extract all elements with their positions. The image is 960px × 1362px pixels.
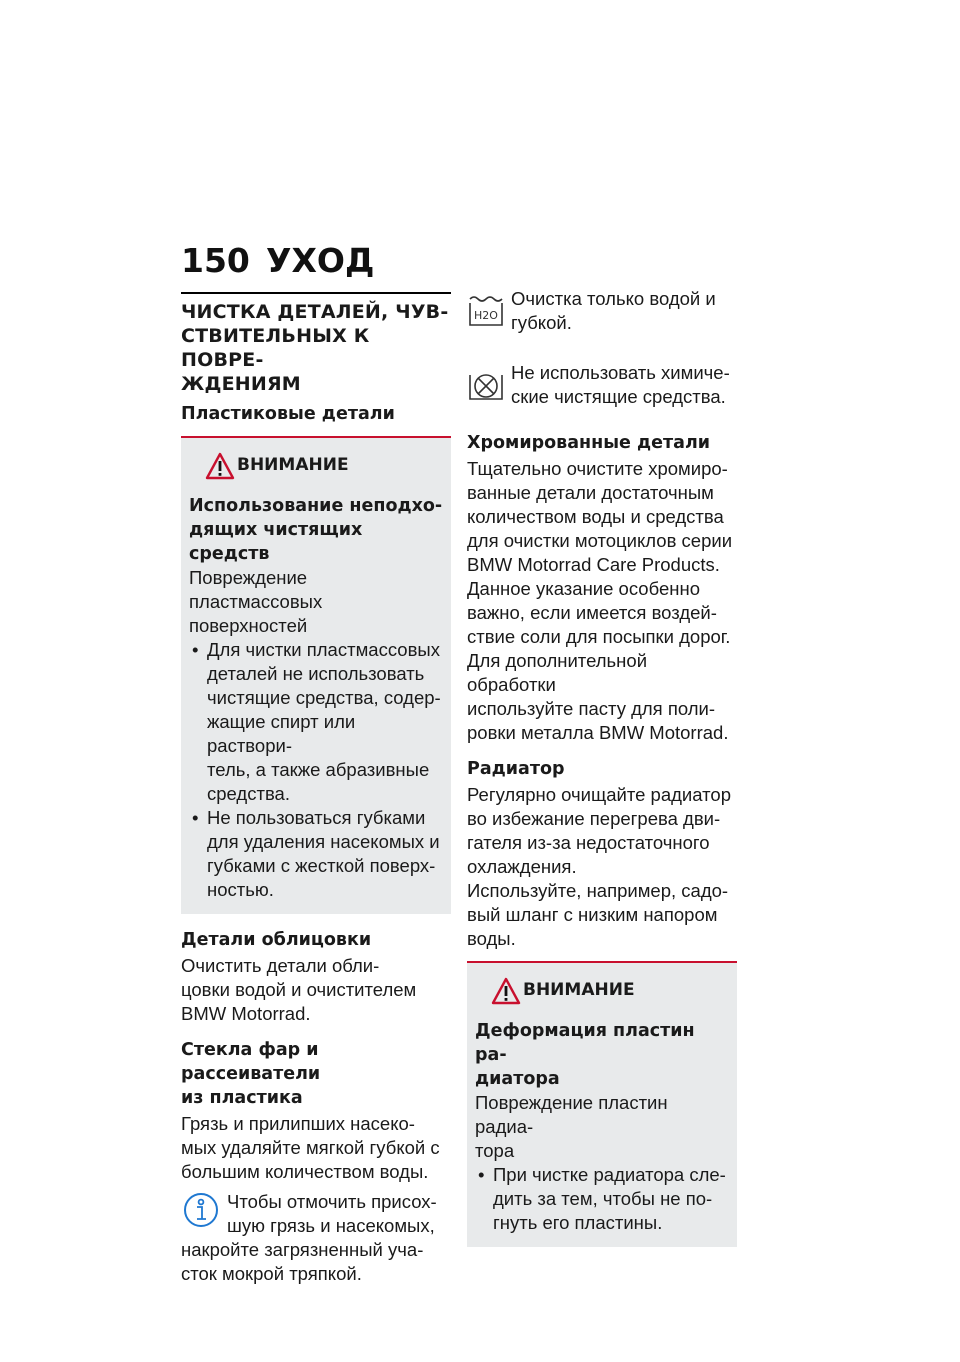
warning-bullet xyxy=(189,806,443,902)
warning-description xyxy=(475,1091,729,1163)
warning-heading xyxy=(189,494,443,566)
warning-desc-line: поверхностей xyxy=(189,615,308,636)
text-line: накройте загрязненный уча- xyxy=(181,1239,424,1260)
no-chemicals-icon xyxy=(467,365,505,403)
section-title-line: ЧИСТКА ДЕТАЛЕЙ, ЧУВ- xyxy=(181,301,449,323)
warning-triangle-icon xyxy=(491,977,521,1005)
text-line: ванные детали достаточным xyxy=(467,482,714,503)
text-line: мых удаляйте мягкой губкой с xyxy=(181,1137,440,1158)
radiator-title: Радиатор xyxy=(467,759,565,779)
warning-desc-line: тора xyxy=(475,1140,515,1161)
warning-heading-line: диатора xyxy=(475,1069,560,1089)
page-header xyxy=(181,240,451,282)
warning-heading xyxy=(475,1019,729,1091)
warning-heading-line: дящих чистящих средств xyxy=(189,520,363,564)
text-line: Не использовать химиче- xyxy=(511,362,730,383)
text-line: сток мокрой тряпкой. xyxy=(181,1263,362,1284)
bullet-line: чистящие средства, содер- xyxy=(207,687,441,708)
water-sponge-icon xyxy=(467,291,505,329)
warning-box-plastic xyxy=(181,436,451,914)
chrome-title: Хромированные детали xyxy=(467,433,711,453)
text-line: Грязь и прилипших насеко- xyxy=(181,1113,415,1134)
text-line: цовки водой и очистителем xyxy=(181,979,417,1000)
fairing-title: Детали облицовки xyxy=(181,930,372,950)
warning-desc-line: Повреждение пластин радиа- xyxy=(475,1092,668,1137)
warning-bullet xyxy=(189,638,443,806)
text-line: ствие соли для посыпки дорог. xyxy=(467,626,731,647)
text-line: Чтобы отмочить присох- xyxy=(227,1191,437,1212)
text-line: Для дополнительной обработки xyxy=(467,650,648,695)
warning-bullets xyxy=(189,638,443,902)
warning-heading-line: Использование неподхо- xyxy=(189,496,443,516)
text-line: Используйте, например, садо- xyxy=(467,880,729,901)
text-line: ские чистящие средства. xyxy=(511,386,726,407)
warning-bullet xyxy=(475,1163,729,1235)
text-line: используйте пасту для поли- xyxy=(467,698,716,719)
text-line: Очистка только водой и xyxy=(511,288,716,309)
text-line: Очистить детали обли- xyxy=(181,955,380,976)
warning-label: ВНИМАНИЕ xyxy=(523,980,635,1000)
glass-title-line: Стекла фар и рассеиватели xyxy=(181,1040,321,1084)
water-only-text xyxy=(511,287,741,335)
section-title xyxy=(181,300,451,396)
chrome-text xyxy=(467,457,737,745)
text-line: важно, если имеется воздей- xyxy=(467,602,717,623)
text-line: губкой. xyxy=(511,312,572,333)
text-line: во избежание перегрева дви- xyxy=(467,808,721,829)
no-chemicals-note xyxy=(467,361,737,427)
warning-label: ВНИМАНИЕ xyxy=(237,455,349,475)
section-title-line: СТВИТЕЛЬНЫХ К ПОВРЕ- xyxy=(181,325,370,371)
bullet-line: гнуть его пластины. xyxy=(493,1212,663,1233)
glass-title xyxy=(181,1038,451,1110)
chapter-title: УХОД xyxy=(266,241,375,280)
page-number: 150 xyxy=(181,241,250,280)
glass-title-line: из пластика xyxy=(181,1088,303,1108)
bullet-line: деталей не использовать xyxy=(207,663,425,684)
warning-heading-line: Деформация пластин ра- xyxy=(475,1021,695,1065)
text-line: количеством воды и средства xyxy=(467,506,724,527)
warning-triangle-icon xyxy=(205,452,235,480)
water-only-note xyxy=(467,287,737,361)
bullet-line: дить за тем, чтобы не по- xyxy=(493,1188,713,1209)
warning-desc-line: Повреждение пластмассовых xyxy=(189,567,323,612)
info-note xyxy=(181,1190,451,1286)
bullet-line: тель, а также абразивные xyxy=(207,759,430,780)
bullet-line: жащие спирт или раствори- xyxy=(207,711,356,756)
water-icon-label: H2O xyxy=(474,309,498,322)
text-line: BMW Motorrad Care Products. xyxy=(467,554,720,575)
right-column xyxy=(467,287,737,1247)
text-line: для очистки мотоциклов серии xyxy=(467,530,733,551)
text-line: Регулярно очищайте радиатор xyxy=(467,784,731,805)
text-line: BMW Motorrad. xyxy=(181,1003,311,1024)
glass-text xyxy=(181,1112,451,1184)
left-column xyxy=(181,296,451,1286)
warning-bullets xyxy=(475,1163,729,1235)
text-line: Тщательно очистите хромиро- xyxy=(467,458,728,479)
warning-description xyxy=(189,566,443,638)
no-chemicals-text xyxy=(511,361,741,409)
info-text xyxy=(181,1190,451,1286)
warning-box-radiator xyxy=(467,961,737,1247)
section-title-line: ЖДЕНИЯМ xyxy=(181,373,301,395)
bullet-line: губками с жесткой поверх- xyxy=(207,855,436,876)
plastic-title: Пластиковые детали xyxy=(181,404,395,424)
bullet-line: При чистке радиатора сле- xyxy=(493,1164,726,1185)
bullet-line: для удаления насекомых и xyxy=(207,831,440,852)
text-line: гателя из-за недостаточного xyxy=(467,832,710,853)
bullet-line: ностью. xyxy=(207,879,274,900)
text-line: вый шланг с низким напором xyxy=(467,904,718,925)
bullet-line: Не пользоваться губками xyxy=(207,807,426,828)
text-line: ровки металла BMW Motorrad. xyxy=(467,722,729,743)
info-icon xyxy=(183,1192,219,1228)
warning-header xyxy=(475,973,729,1013)
warning-header xyxy=(189,448,443,488)
header-rule xyxy=(181,292,451,294)
text-line: Данное указание особенно xyxy=(467,578,700,599)
text-line: шую грязь и насекомых, xyxy=(227,1215,435,1236)
bullet-line: Для чистки пластмассовых xyxy=(207,639,440,660)
text-line: охлаждения. xyxy=(467,856,577,877)
text-line: большим количеством воды. xyxy=(181,1161,429,1182)
bullet-line: средства. xyxy=(207,783,290,804)
radiator-text xyxy=(467,783,737,951)
text-line: воды. xyxy=(467,928,516,949)
fairing-text xyxy=(181,954,451,1026)
